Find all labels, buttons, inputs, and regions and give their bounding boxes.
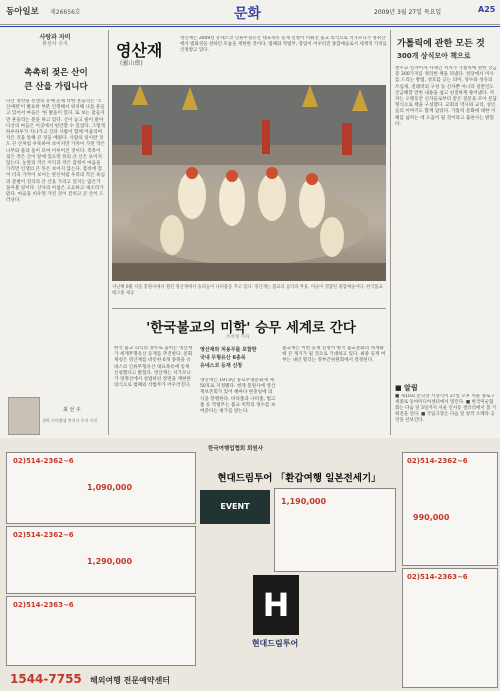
author-photo (8, 397, 40, 435)
reservation-phone (10, 672, 170, 686)
briefs-body: ■ 제10회 문학상 시상식이 27일 오후 서울 종로구 세종로 동아미디어센터에서 열린다. ■ 한국미술협회는 다음 달 3일까지 서울 인사동 갤러리에서 봄 기획전을 연다. ■ 국립극장은 다음 달 창작 오페라 공연을 선보인다. (395, 394, 497, 423)
pull-quote-line: 영산재와 처용무를 포함한 (200, 347, 257, 353)
author-bio: 경북 구미출생 봉선사 주지 시인 (42, 418, 98, 423)
event-banner: EVENT (200, 490, 270, 524)
ad-phone: 02)514-2362~6 (407, 457, 468, 465)
ad-phone: 02)514-2362~6 (13, 457, 74, 465)
pull-quote-line: 국내 무형유산 6종목 (200, 355, 246, 361)
ad-box-left-mid (6, 526, 196, 594)
main-intro: 영산재는 2009년 유네스코 인류무형유산 대표목록 등재 신청이 이뤄진 불교 의식으로 석가모니가 영취산에서 법화경을 설하던 모습을 재현한 것이다. 범패와 작법무, 장엄이 어우러진 종합예술로서 세계적 가치를 인정받고 있다. (180, 36, 387, 53)
header-rule (0, 26, 500, 27)
pull-quote (200, 346, 276, 370)
article-body-col3: 불교계는 이번 등재 신청이 한국 불교문화의 세계화에 큰 계기가 될 것으로 기대하고 있다. 최종 등재 여부는 내년 열리는 정부간위원회에서 결정된다. (282, 346, 386, 364)
issue-number: 제26656호 (50, 9, 81, 16)
right-article-subtitle: 300개 상식모아 책으로 (397, 52, 471, 60)
section-title: 문화 (234, 6, 262, 22)
hyundai-headline: 현대드림투어 「환갑여행 일본전세기」 (217, 473, 381, 484)
ad-box-left-bottom (6, 596, 196, 666)
ad-phone: 02)514-2363~6 (13, 601, 74, 609)
photo-caption: 지난해 6월 서울 봉원사에서 열린 영산재에서 승려들이 나비춤을 추고 있다. 영산재는 불교의 음악과 무용, 미술이 결합된 종합예술이다. 한국불교태고종 제공 (112, 285, 383, 296)
column-kicker: 사랑과 자비 (39, 34, 71, 41)
article-heading: '한국불교의 미학' 승무 세계로 간다 (146, 320, 356, 336)
ceremony-photo-illustration (112, 85, 386, 281)
article-body-col1: 한국 불교 의식의 정수로 꼽히는 영산재가 세계무형유산 등재를 추진한다. 문화재청은 영산재를 비롯한 6개 종목을 유네스코 인류무형유산 대표목록에 등재 신청했다고 밝혔다. 영산재는 석가모니가 영취산에서 설법하던 장면을 재현한 의식으로 범패와 작법무가 어우러진다. (114, 346, 193, 389)
ad-price: 1,290,000 (87, 557, 133, 566)
column-divider-left (108, 30, 109, 435)
briefs-heading: ■ 알림 (395, 384, 418, 392)
author-name: 최 선 우 (63, 407, 81, 413)
ad-price: 990,000 (413, 513, 450, 522)
ad-phone: 02)514-2363~6 (407, 573, 468, 581)
page-number: A25 (478, 5, 496, 14)
reservation-phone-label: 해외여행 전문예약센터 (89, 676, 171, 685)
issue-date: 2009년 3월 27일 목요일 (374, 9, 442, 16)
column-subkicker: 봉선사 주지 (42, 41, 68, 47)
ad-box-right-bottom (402, 568, 498, 688)
article-byline: 조이영 기자 (226, 335, 250, 340)
reservation-phone-number: 1544-7755 (10, 672, 82, 686)
ad-band-title: 한국여행업협회 회원사 (208, 446, 264, 452)
column-title-line1: 촉촉히 젖은 산이 (24, 68, 88, 78)
main-title: 영산재 (116, 41, 163, 60)
paper-logo: 동아일보 (6, 7, 39, 17)
right-article-title: 가톨릭에 관한 모든 것 (397, 39, 485, 49)
ad-price: 1,090,000 (87, 483, 133, 492)
article-body-col2: 영산재는 1973년 중요무형문화재 제50호로 지정됐다. 현재 봉원사에 영산재보존회가 있어 해마다 현충일에 의식을 봉행한다. 바라춤과 나비춤, 법고춤 등 작법무는 불교 미학의 정수를 보여준다는 평가를 받는다. (200, 378, 276, 415)
column-title-line2: 큰 산을 가립니다 (24, 82, 88, 92)
pull-quote-line: 유네스코 등재 신청 (200, 363, 243, 369)
heading-rule (112, 308, 386, 309)
ad-box-right-top (402, 452, 498, 566)
column-divider-right (390, 30, 391, 435)
ad-box-left-top (6, 452, 196, 524)
ad-phone: 02)514-2362~6 (13, 531, 74, 539)
right-article-body: 천주교 신자이자 사제인 저자가 가톨릭에 관한 궁금증 300가지를 정리한 책을 펴냈다. 성당에서 미사를 드리는 방법, 성호를 긋는 의미, 성수와 성유의 쓰임새, 전례력의 구성 등 신자뿐 아니라 일반인도 궁금해할 만한 내용을 쉽고 친절하게 풀어냈다. 저자는 오랫동안 신자들로부터 받은 질문을 모아 문답 형식으로 책을 구성했다. 교회의 역사와 교리, 성인들의 이야기도 함께 담았다. 가톨릭 문화에 대한 이해를 넓히는 데 도움이 될 것이라고 출판사는 밝혔다. (395, 66, 497, 127)
hyundai-logo: H (253, 575, 299, 635)
ad-price: 1,190,000 (281, 497, 327, 506)
hyundai-name: 현대드림투어 (251, 639, 299, 648)
column-body: 다산 정약용 선생의 유배 문제 탁한 흔들리는 '소산에정'이 발표한 부분 인정해서 위치해 나를 흔들고 있어서 마을은 '한 발돌이 있다. 또 보는 잠들지만 흔들리는 분을 하고 있다. 산이 높고 물이 맑아 다산의 마음은 이곳에서 편안할 수 있었다. 그렇게 하루하루가 지나가고 산과 사람이 함께 어울리며 작은 것을 통해 큰 것을 배웠다. 사람의 일이란 것도 큰 산처럼 우뚝하여 보이지만 가까이 가면 작은 나무와 풀과 돌이 모여 이루어진 것이다. 촉촉이 젖은 작은 산이 앞에 있으면 뒤의 큰 산은 보이지 않는다. 눈앞의 작은 이익과 작은 감정이 마음을 가리면 인생의 큰 뜻은 보이지 않는다. 봄비에 젖어 더욱 가까이 보이는 앞산처럼 우리의 작은 욕심과 분별이 진리의 큰 산을 가리고 있지는 않은가 돌아볼 일이다. 산사의 아침은 고요하고 새소리가 맑다. 마음을 비우면 가린 것이 걷히고 큰 산이 드러난다. (6, 99, 105, 204)
ad-box-center (274, 488, 396, 572)
main-title-hanja: (靈山齋) (120, 60, 143, 67)
ceremony-photo (112, 85, 386, 281)
